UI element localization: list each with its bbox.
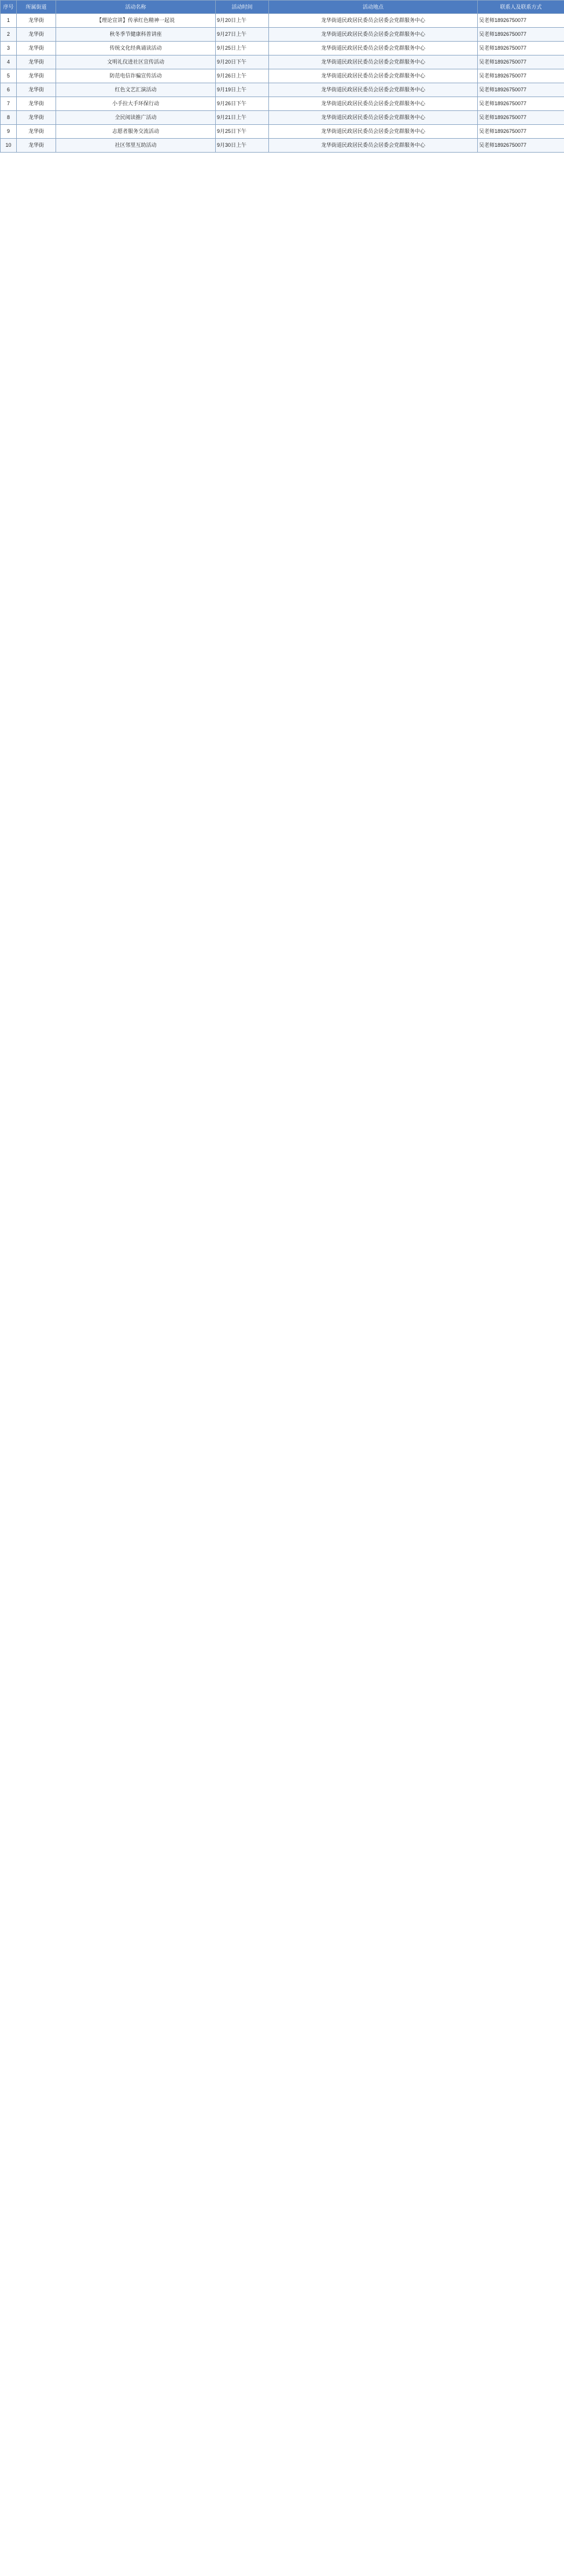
table-row	[1, 125, 564, 139]
row-contact: 吴老师18926750077	[478, 55, 564, 69]
row-contact: 吴老师18926750077	[478, 125, 564, 139]
row-activity-name: 红色文艺汇演活动	[56, 83, 216, 97]
row-index: 6	[1, 83, 17, 97]
row-index: 3	[1, 42, 17, 55]
activity-table	[0, 0, 564, 153]
row-contact: 吴老师18926750077	[478, 97, 564, 111]
row-activity-location: 龙华街道民政居民委员会居委会党群服务中心	[269, 14, 478, 28]
row-index: 8	[1, 111, 17, 125]
row-contact: 吴老师18926750077	[478, 83, 564, 97]
row-street: 龙华街	[17, 14, 56, 28]
row-index: 4	[1, 55, 17, 69]
row-activity-time: 9月25日上午	[216, 42, 269, 55]
row-activity-time: 9月20日上午	[216, 14, 269, 28]
table-row	[1, 14, 564, 28]
header-activity-name: 活动名称	[56, 1, 216, 14]
row-street: 龙华街	[17, 28, 56, 42]
row-index: 9	[1, 125, 17, 139]
row-street: 龙华街	[17, 111, 56, 125]
row-index: 7	[1, 97, 17, 111]
row-activity-name: 全民阅读推广活动	[56, 111, 216, 125]
row-activity-time: 9月26日下午	[216, 97, 269, 111]
row-activity-name: 传统文化经典诵读活动	[56, 42, 216, 55]
row-activity-name: 【理论宣讲】传承红色精神一起说	[56, 14, 216, 28]
table-row	[1, 69, 564, 83]
row-activity-location: 龙华街道民政居民委员会居委会党群服务中心	[269, 125, 478, 139]
row-activity-name: 志愿者服务交流活动	[56, 125, 216, 139]
row-street: 龙华街	[17, 125, 56, 139]
row-contact: 吴老师18926750077	[478, 69, 564, 83]
row-activity-name: 文明礼仪进社区宣传活动	[56, 55, 216, 69]
row-activity-name: 小手拉大手环保行动	[56, 97, 216, 111]
row-activity-name: 社区邻里互助活动	[56, 139, 216, 153]
row-activity-time: 9月19日上午	[216, 83, 269, 97]
header-activity-location: 活动地点	[269, 1, 478, 14]
row-contact: 吴老师18926750077	[478, 42, 564, 55]
row-street: 龙华街	[17, 55, 56, 69]
header-activity-time: 活动时间	[216, 1, 269, 14]
header-contact: 联系人及联系方式	[478, 1, 564, 14]
row-activity-location: 龙华街道民政居民委员会居委会党群服务中心	[269, 111, 478, 125]
table-header-row	[1, 1, 564, 14]
row-contact: 吴老师18926750077	[478, 139, 564, 153]
row-index: 2	[1, 28, 17, 42]
table-row	[1, 42, 564, 55]
row-street: 龙华街	[17, 83, 56, 97]
row-activity-location: 龙华街道民政居民委员会居委会党群服务中心	[269, 139, 478, 153]
row-street: 龙华街	[17, 69, 56, 83]
row-activity-time: 9月20日下午	[216, 55, 269, 69]
row-contact: 吴老师18926750077	[478, 28, 564, 42]
row-activity-location: 龙华街道民政居民委员会居委会党群服务中心	[269, 69, 478, 83]
row-street: 龙华街	[17, 97, 56, 111]
row-activity-time: 9月26日上午	[216, 69, 269, 83]
row-activity-name: 秋冬季节健康科普讲座	[56, 28, 216, 42]
row-index: 5	[1, 69, 17, 83]
row-activity-time: 9月30日上午	[216, 139, 269, 153]
row-activity-location: 龙华街道民政居民委员会居委会党群服务中心	[269, 83, 478, 97]
table-row	[1, 28, 564, 42]
row-activity-name: 防范电信诈骗宣传活动	[56, 69, 216, 83]
row-activity-time: 9月25日下午	[216, 125, 269, 139]
row-activity-location: 龙华街道民政居民委员会居委会党群服务中心	[269, 55, 478, 69]
row-street: 龙华街	[17, 139, 56, 153]
row-index: 10	[1, 139, 17, 153]
header-street: 所属街道	[17, 1, 56, 14]
row-activity-location: 龙华街道民政居民委员会居委会党群服务中心	[269, 42, 478, 55]
row-contact: 吴老师18926750077	[478, 14, 564, 28]
table-row	[1, 55, 564, 69]
row-street: 龙华街	[17, 42, 56, 55]
row-activity-time: 9月27日上午	[216, 28, 269, 42]
row-index: 1	[1, 14, 17, 28]
row-activity-location: 龙华街道民政居民委员会居委会党群服务中心	[269, 97, 478, 111]
row-contact: 吴老师18926750077	[478, 111, 564, 125]
table-row	[1, 97, 564, 111]
table-row	[1, 83, 564, 97]
header-index: 序号	[1, 1, 17, 14]
table-row	[1, 139, 564, 153]
table-row	[1, 111, 564, 125]
row-activity-time: 9月21日上午	[216, 111, 269, 125]
row-activity-location: 龙华街道民政居民委员会居委会党群服务中心	[269, 28, 478, 42]
